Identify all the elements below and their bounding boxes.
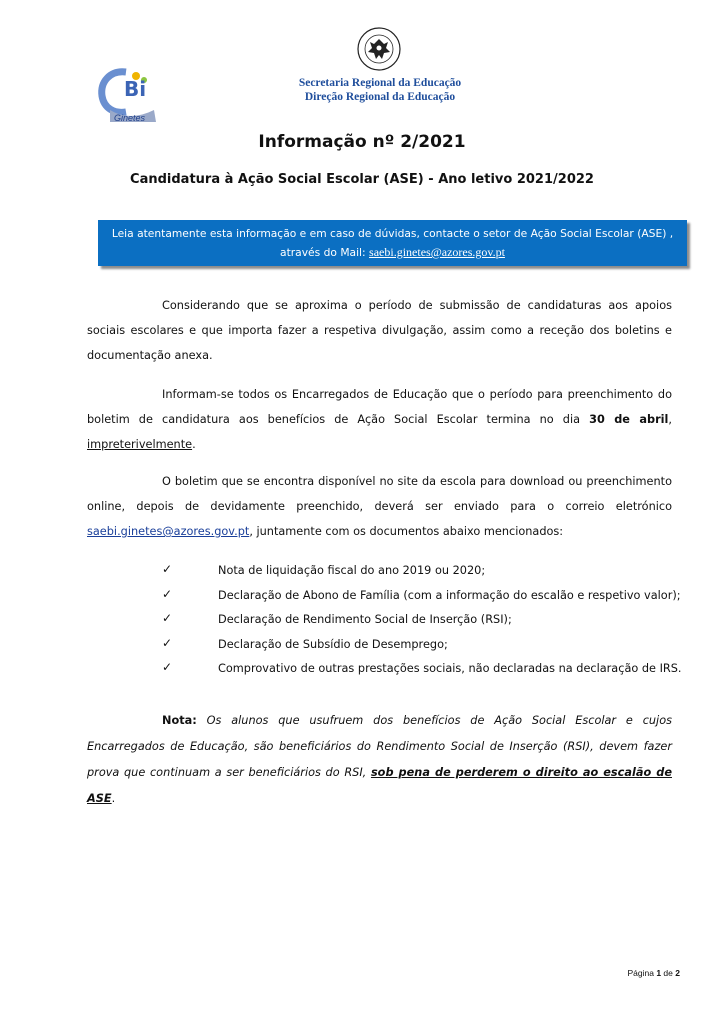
nota-label: Nota: [162,714,197,727]
notice-line-2 [98,243,687,262]
email-link[interactable]: saebi.ginetes@azores.gov.pt [87,525,250,538]
document-item-text: Declaração de Subsídio de Desemprego; [218,637,448,651]
document-item-text: Declaração de Abono de Família (com a informação do escalão e respetivo valor); [218,588,681,602]
nota-paragraph [87,708,672,812]
document-title: Informação nº 2/2021 [258,132,466,152]
notice-email-link[interactable]: saebi.ginetes@azores.gov.pt [369,245,505,259]
footer-of: de [663,968,673,978]
notice-mail-prefix: através do Mail: [280,246,366,259]
document-subtitle: Candidatura à Ação Social Escolar (ASE) - Ano letivo 2021/2022 [130,172,594,187]
svg-text:Ginetes: Ginetes [114,113,146,123]
paragraph-3-text: O boletim que se encontra disponível no site da escola para download ou preenchimento online, depois de devidamente preenchido, deverá ser enviado para o correio eletrónico [87,475,672,513]
paragraph-2-comma: , [668,413,672,426]
check-icon: ✓ [162,660,173,674]
check-icon: ✓ [162,635,173,650]
school-logo [96,66,162,128]
paragraph-2 [87,382,672,457]
check-icon: ✓ [162,562,173,576]
secretaria-label: Secretaria Regional da Educação [298,77,462,89]
notice-line-1: Leia atentamente esta informação e em caso de dúvidas, contacte o setor de Ação Social Escolar (ASE) , [111,227,674,240]
svg-text:Bi: Bi [124,77,147,101]
page-footer [600,968,680,978]
paragraph-3-after: , juntamente com os documentos abaixo mencionados: [249,525,564,538]
document-item-text: Declaração de Rendimento Social de Inserção (RSI); [218,613,512,626]
document-item-text: Comprovativo de outras prestações sociais, não declaradas na declaração de IRS. [218,662,682,675]
notice-box [98,220,687,266]
direcao-label: Direção Regional da Educação [304,91,456,103]
footer-total-pages: 2 [675,968,680,978]
check-icon: ✓ [162,586,173,601]
paragraph-2-end: . [192,438,196,451]
paragraph-2-text: Informam-se todos os Encarregados de Educação que o período para preenchimento do boletim de candidatura aos benefícios de Ação Social Escolar termina no dia [87,388,672,426]
government-header [180,76,580,104]
documents-list [162,560,682,683]
paragraph-1: Considerando que se aproxima o período de submissão de candidaturas aos apoios sociais escolares e que importa fazer a respetiva divulgação, assim como a receção dos boletins e documentação anexa. [87,299,672,362]
list-item [162,634,682,659]
regional-seal [356,26,402,72]
footer-page-number: 1 [656,968,662,978]
nota-emphasis: sob pena de perderem o direito ao escalão de ASE [87,766,672,805]
list-item [162,560,682,585]
nota-end: . [111,792,116,805]
list-item [162,585,682,610]
footer-prefix: Página [627,968,654,978]
deadline-date: 30 de abril [589,413,669,426]
deadline-emphasis: impreterivelmente [87,438,193,451]
nota-text: Os alunos que usufruem dos benefícios de Ação Social Escolar e cujos Encarregados de Educação, são beneficiários do Rendimento Social de Inserção (RSI), devem fazer prova que continuam a ser beneficiários do RSI, [87,714,672,779]
paragraph-3 [87,469,672,544]
list-item [162,609,682,634]
document-item-text: Nota de liquidação fiscal do ano 2019 ou 2020; [218,564,486,577]
list-item [162,658,682,683]
check-icon: ✓ [162,611,173,625]
